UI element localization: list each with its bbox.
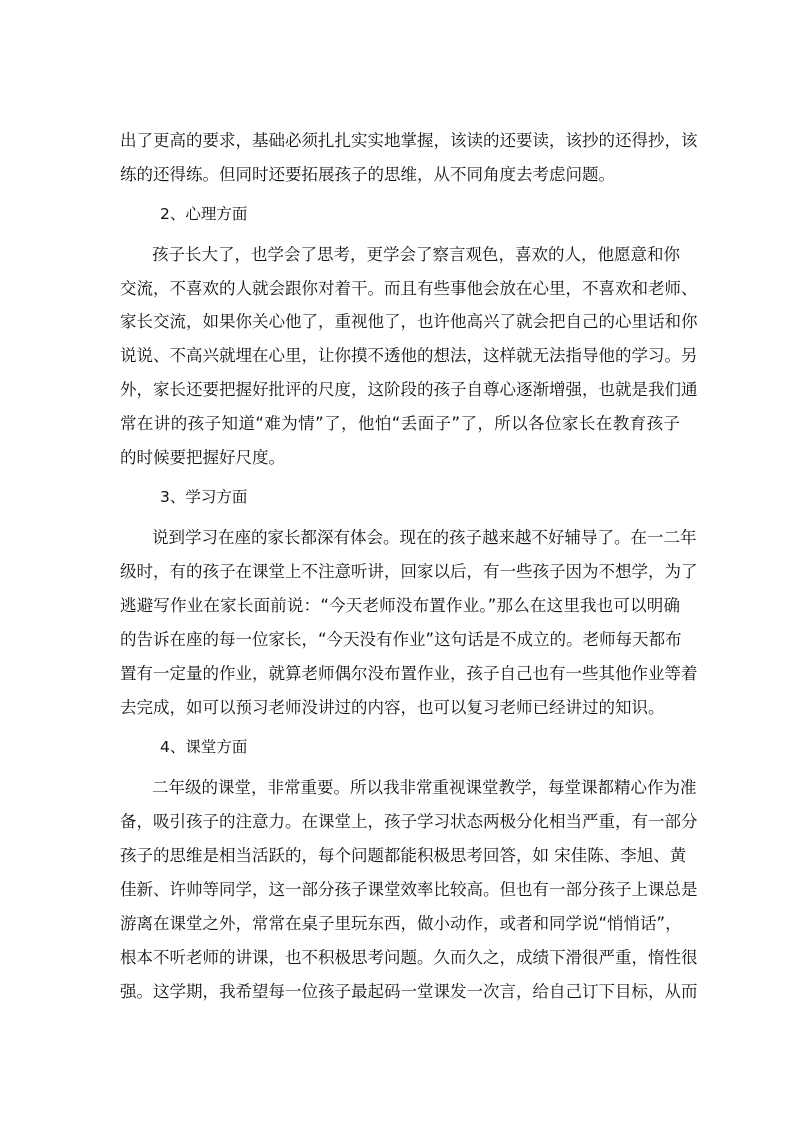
intro-line-1: 出了更高的要求，基础必须扎扎实实地掌握，该读的还要读，该抄的还得抄，该 (120, 131, 698, 150)
psychology-line-7: 的时候要把握好尺度。 (120, 448, 285, 467)
study-line-2: 级时，有的孩子在课堂上不注意听讲，回家以后，有一些孩子因为不想学，为了 (120, 562, 698, 581)
section-heading-classroom: 4、课堂方面 (160, 738, 248, 756)
psychology-line-2: 交流，不喜欢的人就会跟你对着干。而且有些事他会放在心里，不喜欢和老师、 (120, 279, 698, 298)
intro-line-2: 练的还得练。但同时还要拓展孩子的思维，从不同角度去考虑问题。 (120, 165, 615, 184)
study-line-4: 的告诉在座的每一位家长，“今天没有作业”这句话是不成立的。老师每天都布 (120, 630, 682, 649)
study-line-5: 置有一定量的作业，就算老师偶尔没布置作业，孩子自己也有一些其他作业等着 (120, 664, 698, 683)
psychology-line-4: 说说、不高兴就埋在心里，让你摸不透他的想法，这样就无法指导他的学习。另 (120, 346, 698, 365)
classroom-line-2: 备，吸引孩子的注意力。在课堂上，孩子学习状态两极分化相当严重，有一部分 (120, 812, 698, 831)
classroom-line-3: 孩子的思维是相当活跃的，每个问题都能积极思考回答，如 宋佳陈、李旭、黄 (120, 846, 687, 865)
classroom-line-6: 根本不听老师的讲课，也不积极思考问题。久而久之，成绩下滑很严重，惰性很 (120, 948, 698, 967)
study-line-3: 逃避写作业在家长面前说：“今天老师没布置作业。”那么在这里我也可以明确 (120, 596, 680, 615)
classroom-line-1: 二年级的课堂，非常重要。所以我非常重视课堂教学，每堂课都精心作为准 (152, 778, 697, 797)
classroom-line-7: 强。这学期，我希望每一位孩子最起码一堂课发一次言，给自己订下目标，从而 (120, 982, 698, 1001)
psychology-line-3: 家长交流，如果你关心他了，重视他了，也许他高兴了就会把自己的心里话和你 (120, 312, 698, 331)
section-heading-psychology: 2、心理方面 (160, 205, 248, 223)
psychology-line-6: 常在讲的孩子知道“难为情”了，他怕“丢面子”了，所以各位家长在教育孩子 (120, 414, 680, 433)
psychology-line-1: 孩子长大了，也学会了思考，更学会了察言观色，喜欢的人，他愿意和你 (152, 245, 680, 264)
study-line-6: 去完成，如可以预习老师没讲过的内容，也可以复习老师已经讲过的知识。 (120, 698, 665, 717)
classroom-line-4: 佳新、许帅等同学，这一部分孩子课堂效率比较高。但也有一部分孩子上课总是 (120, 880, 698, 899)
section-heading-study: 3、学习方面 (160, 488, 248, 506)
classroom-line-5: 游离在课堂之外，常常在桌子里玩东西，做小动作，或者和同学说“悄悄话”， (120, 914, 682, 933)
study-line-1: 说到学习在座的家长都深有体会。现在的孩子越来越不好辅导了。在一二年 (152, 528, 697, 547)
psychology-line-5: 外，家长还要把握好批评的尺度，这阶段的孩子自尊心逐渐增强，也就是我们通 (120, 380, 698, 399)
